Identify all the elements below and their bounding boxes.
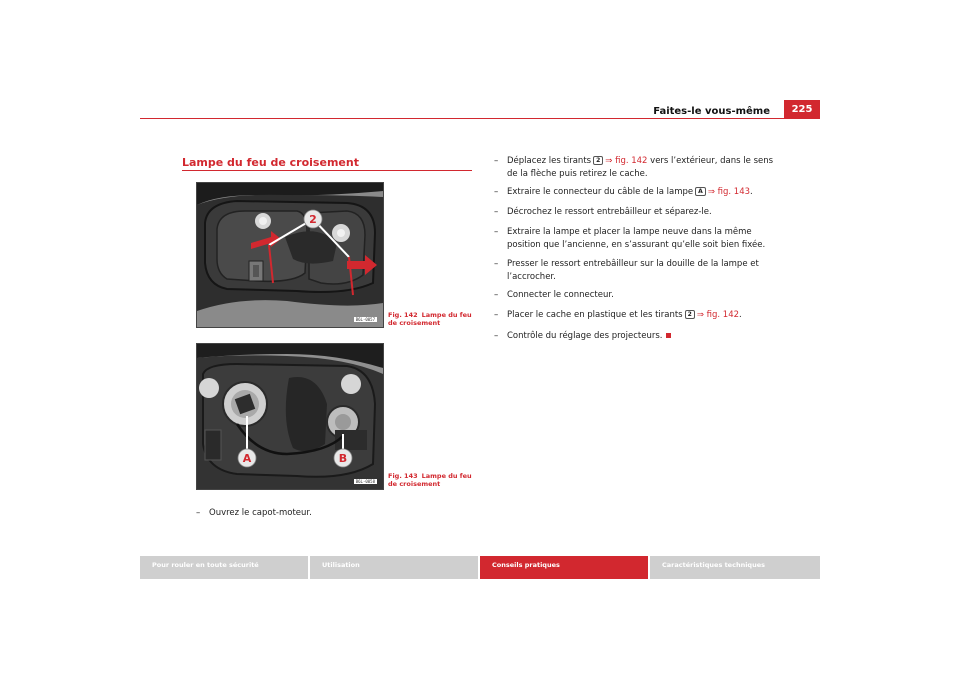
- figure-code: B6L-0057: [355, 317, 375, 322]
- step-1: [494, 155, 779, 181]
- step-3: [494, 206, 779, 219]
- key-label: 2: [685, 310, 695, 319]
- figure-142-caption: [388, 311, 478, 327]
- figure-143-caption: [388, 472, 478, 488]
- step-text: Contrôle du réglage des projecteurs.: [507, 331, 663, 341]
- step-8: [494, 330, 779, 343]
- step-text: Presser le ressort entrebâilleur sur la douille de la lampe et l’accrocher.: [507, 259, 759, 282]
- figure-link[interactable]: ⇒ fig. 142: [696, 310, 740, 320]
- footer-tab-label: Utilisation: [322, 561, 360, 569]
- step-open-hood: [196, 507, 476, 520]
- page-number: 225: [784, 100, 820, 118]
- key-label: 2: [593, 156, 603, 165]
- step-text: vers l’extérieur, dans le sens de la flèche puis retirez le cache.: [507, 156, 774, 179]
- figure-number: Fig. 142: [388, 311, 418, 319]
- step-text: Placer le cache en plastique et les tirants: [507, 310, 683, 320]
- footer-tab-label: Conseils pratiques: [492, 561, 560, 569]
- figure-code: B6L-0058: [355, 479, 375, 484]
- key-label: A: [695, 187, 706, 196]
- footer-tab-technical-specs[interactable]: [650, 556, 820, 579]
- figure-142-image: [196, 182, 384, 328]
- step-dash: –: [494, 227, 499, 237]
- step-text: .: [750, 187, 753, 197]
- caption-text: Lampe du feu de croisement: [388, 311, 472, 327]
- step-dash: –: [494, 310, 499, 320]
- step-6: [494, 289, 779, 302]
- step-dash: –: [494, 207, 499, 217]
- caption-text: Lampe du feu de croisement: [388, 472, 472, 488]
- step-text: .: [739, 310, 742, 320]
- step-text: Déplacez les tirants: [507, 156, 592, 166]
- footer-tab-practical-advice[interactable]: [480, 556, 648, 579]
- step-dash: –: [494, 156, 499, 166]
- step-4: [494, 226, 779, 252]
- footer-tab-usage[interactable]: [310, 556, 478, 579]
- step-text: Extraire la lampe et placer la lampe neuve dans la même position que l’ancienne, en s’assurant qu’elle soit bien fixée.: [507, 227, 766, 250]
- section-divider: [182, 170, 472, 171]
- step-text: Extraire le connecteur du câble de la lampe: [507, 187, 694, 197]
- step-2: [494, 186, 779, 199]
- step-dash: –: [494, 187, 499, 197]
- step-text: Ouvrez le capot-moteur.: [209, 508, 312, 518]
- figure-link[interactable]: ⇒ fig. 143: [707, 187, 751, 197]
- step-text: Connecter le connecteur.: [507, 290, 614, 300]
- step-dash: –: [494, 331, 499, 341]
- callout-a: A: [242, 452, 252, 465]
- footer-tab-label: Caractéristiques techniques: [662, 561, 765, 569]
- step-text: Décrochez le ressort entrebâilleur et séparez-le.: [507, 207, 712, 217]
- callout-2: 2: [309, 213, 317, 226]
- footer-tab-safety[interactable]: [140, 556, 308, 579]
- figure-link[interactable]: ⇒ fig. 142: [605, 156, 648, 166]
- header-divider: [140, 118, 820, 119]
- callout-b: B: [338, 452, 348, 465]
- step-7: [494, 309, 779, 322]
- step-5: [494, 258, 779, 284]
- step-dash: –: [494, 259, 499, 269]
- section-title: Lampe du feu de croisement: [182, 156, 359, 169]
- footer-tab-label: Pour rouler en toute sécurité: [152, 561, 259, 569]
- step-dash: –: [196, 508, 201, 518]
- header-title: Faites-le vous-même: [653, 106, 770, 117]
- figure-number: Fig. 143: [388, 472, 418, 480]
- figure-143-image: [196, 343, 384, 490]
- step-dash: –: [494, 290, 499, 300]
- end-of-section-icon: [666, 333, 671, 338]
